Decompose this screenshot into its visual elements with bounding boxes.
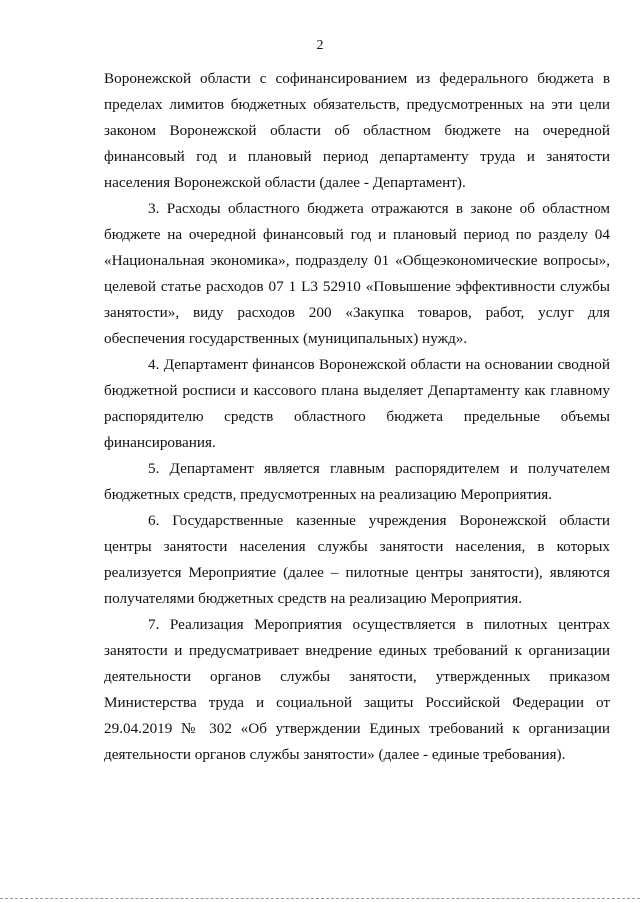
page-number: 2 (316, 38, 324, 53)
document-body (104, 66, 610, 768)
paragraph-item-4: 4. Департамент финансов Воронежской области на основании сводной бюджетной росписи и кассового плана выделяет Департаменту как главному распорядителю средств областного бюджета предельные объемы финансирования. (104, 356, 610, 451)
paragraph-item-6: 6. Государственные казенные учреждения Воронежской области центры занятости населения службы занятости населения, в которых реализуется Мероприятие (далее – пилотные центры занятости), являются получателями бюджетных средств на реализацию Мероприятия. (104, 512, 610, 607)
scan-edge-divider (0, 898, 640, 900)
paragraph-item-3: 3. Расходы областного бюджета отражаются в законе об областном бюджете на очередной финансовый год и плановый период по разделу 04 «Национальная экономика», подразделу 01 «Общеэкономические вопросы», целевой статье расходов 07 1 L3 52910 «Повышение эффективности службы занятости», виду расходов 200 «Закупка товаров, работ, услуг для обеспечения государственных (муниципальных) нужд». (104, 200, 610, 347)
paragraph-item-7: 7. Реализация Мероприятия осуществляется в пилотных центрах занятости и предусматривает внедрение единых требований к организации деятельности органов службы занятости, утвержденных приказом Министерства труда и социальной защиты Российской Федерации от 29.04.2019 № 302 «Об утверждении Единых требований к организации деятельности органов службы занятости» (далее - единые требования). (104, 616, 610, 763)
paragraph-item-5: 5. Департамент является главным распорядителем и получателем бюджетных средств, предусмотренных на реализацию Мероприятия. (104, 460, 610, 503)
paragraph-continuation: Воронежской области с софинансированием из федерального бюджета в пределах лимитов бюджетных обязательств, предусмотренных на эти цели законом Воронежской области об областном бюджете на очередной финансовый год и плановый период департаменту труда и занятости населения Воронежской области (далее - Департамент). (104, 70, 610, 191)
